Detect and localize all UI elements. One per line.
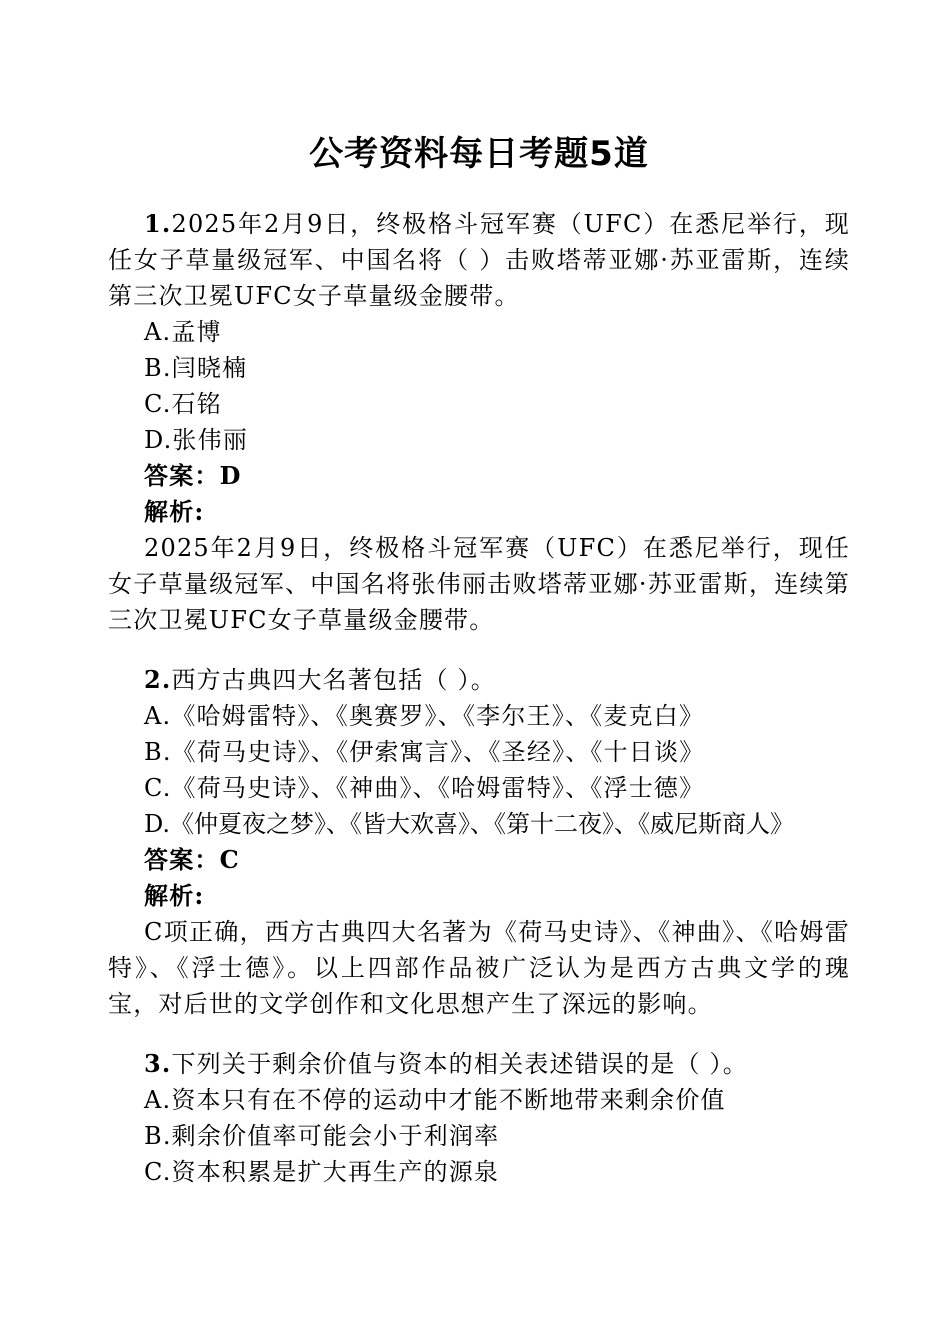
option-c: C.石铭 xyxy=(144,390,222,418)
option-a: A.资本只有在不停的运动中才能不断地带来剩余价值 xyxy=(144,1086,726,1114)
analysis-label: 解析: xyxy=(144,881,205,910)
answer-line xyxy=(108,842,850,878)
question-text: 2025年2月9日，终极格斗冠军赛（UFC）在悉尼举行，现任女子草量级冠军、中国名将（ ）击败塔蒂亚娜·苏亚雷斯，连续第三次卫冕UFC女子草量级金腰带。 xyxy=(108,210,850,310)
question-text: 西方古典四大名著包括（ ）。 xyxy=(171,666,496,694)
question-number: 1. xyxy=(144,209,172,238)
question-number: 2. xyxy=(144,665,172,694)
answer-value: D xyxy=(219,461,242,490)
analysis-text: C项正确，西方古典四大名著为《荷马史诗》、《神曲》、《哈姆雷特》、《浮士德》。以上四部作品被广泛认为是西方古典文学的瑰宝，对后世的文学创作和文化思想产生了深远的影响。 xyxy=(108,918,850,1018)
answer-line xyxy=(108,458,850,494)
option-a: A.孟博 xyxy=(144,318,222,346)
question-number: 3. xyxy=(144,1049,172,1078)
question-2 xyxy=(108,662,850,1022)
option-b: B.《荷马史诗》、《伊索寓言》、《圣经》、《十日谈》 xyxy=(144,738,705,766)
question-3 xyxy=(108,1046,850,1190)
option-d: D.《仲夏夜之梦》、《皆大欢喜》、《第十二夜》、《威尼斯商人》 xyxy=(144,810,795,838)
page-title: 公考资料每日考题5道 xyxy=(309,134,649,174)
analysis-text: 2025年2月9日，终极格斗冠军赛（UFC）在悉尼举行，现任女子草量级冠军、中国名将张伟丽击败塔蒂亚娜·苏亚雷斯，连续第三次卫冕UFC女子草量级金腰带。 xyxy=(108,534,850,634)
option-c: C.《荷马史诗》、《神曲》、《哈姆雷特》、《浮士德》 xyxy=(144,774,705,802)
answer-label: 答案： xyxy=(144,461,220,490)
option-c: C.资本积累是扩大再生产的源泉 xyxy=(144,1158,500,1186)
question-1 xyxy=(108,206,850,638)
question-stem xyxy=(108,662,850,698)
question-text: 下列关于剩余价值与资本的相关表述错误的是（ ）。 xyxy=(171,1050,748,1078)
analysis-label: 解析: xyxy=(144,497,205,526)
option-b: B.闫晓楠 xyxy=(144,354,248,382)
answer-value: C xyxy=(219,845,240,874)
option-a: A.《哈姆雷特》、《奥赛罗》、《李尔王》、《麦克白》 xyxy=(144,702,705,730)
option-d: D.张伟丽 xyxy=(144,426,249,454)
question-stem xyxy=(108,1046,850,1082)
answer-label: 答案： xyxy=(144,845,220,874)
option-b: B.剩余价值率可能会小于利润率 xyxy=(144,1122,500,1150)
question-stem xyxy=(108,206,850,314)
document-page xyxy=(108,130,850,1214)
